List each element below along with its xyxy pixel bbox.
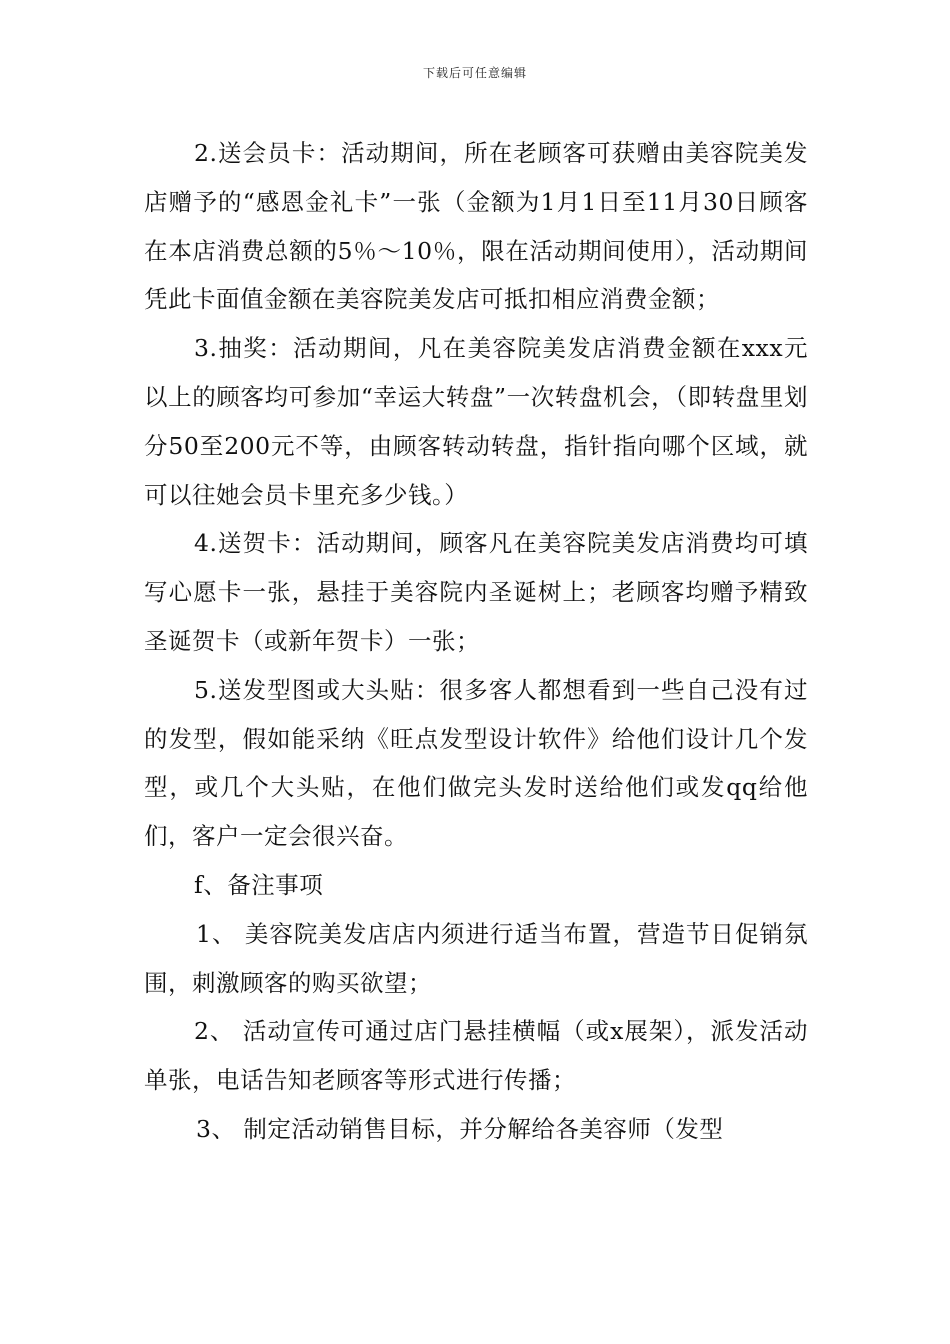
paragraph-lottery: 3.抽奖：活动期间，凡在美容院美发店消费金额在xxx元以上的顾客均可参加“幸运大转盘”一次转盘机会，（即转盘里划分50至200元不等，由顾客转动转盘，指针指向哪个区域，就可以往她会员卡里充多少钱。） bbox=[144, 334, 808, 509]
page-header-note: 下载后可任意编辑 bbox=[422, 66, 527, 80]
section-heading-notes: f、备注事项 bbox=[194, 870, 324, 899]
note-item-3: 3、 制定活动销售目标，并分解给各美容师（发型 bbox=[196, 1114, 724, 1143]
paragraph-greeting-card: 4.送贺卡：活动期间，顾客凡在美容院美发店消费均可填写心愿卡一张，悬挂于美容院内圣诞树上；老顾客均赠予精致圣诞贺卡（或新年贺卡）一张； bbox=[144, 529, 808, 655]
document-body bbox=[144, 129, 808, 1154]
note-item-2: 2、 活动宣传可通过店门悬挂横幅（或x展架），派发活动单张，电话告知老顾客等形式进行传播； bbox=[144, 1017, 808, 1095]
note-item-1: 1、 美容院美发店店内须进行适当布置，营造节日促销氛围，刺激顾客的购买欲望； bbox=[144, 919, 808, 997]
paragraph-hairstyle-gift: 5.送发型图或大头贴：很多客人都想看到一些自己没有过的发型，假如能采纳《旺点发型设计软件》给他们设计几个发型，或几个大头贴，在他们做完头发时送给他们或发qq给他们，客户一定会很兴奋。 bbox=[144, 675, 808, 851]
paragraph-membership-card: 2.送会员卡：活动期间，所在老顾客可获赠由美容院美发店赠予的“感恩金礼卡”一张（金额为1月1日至11月30日顾客在本店消费总额的5％～10％，限在活动期间使用），活动期间凭此卡面值金额在美容院美发店可抵扣相应消费金额； bbox=[144, 139, 808, 314]
